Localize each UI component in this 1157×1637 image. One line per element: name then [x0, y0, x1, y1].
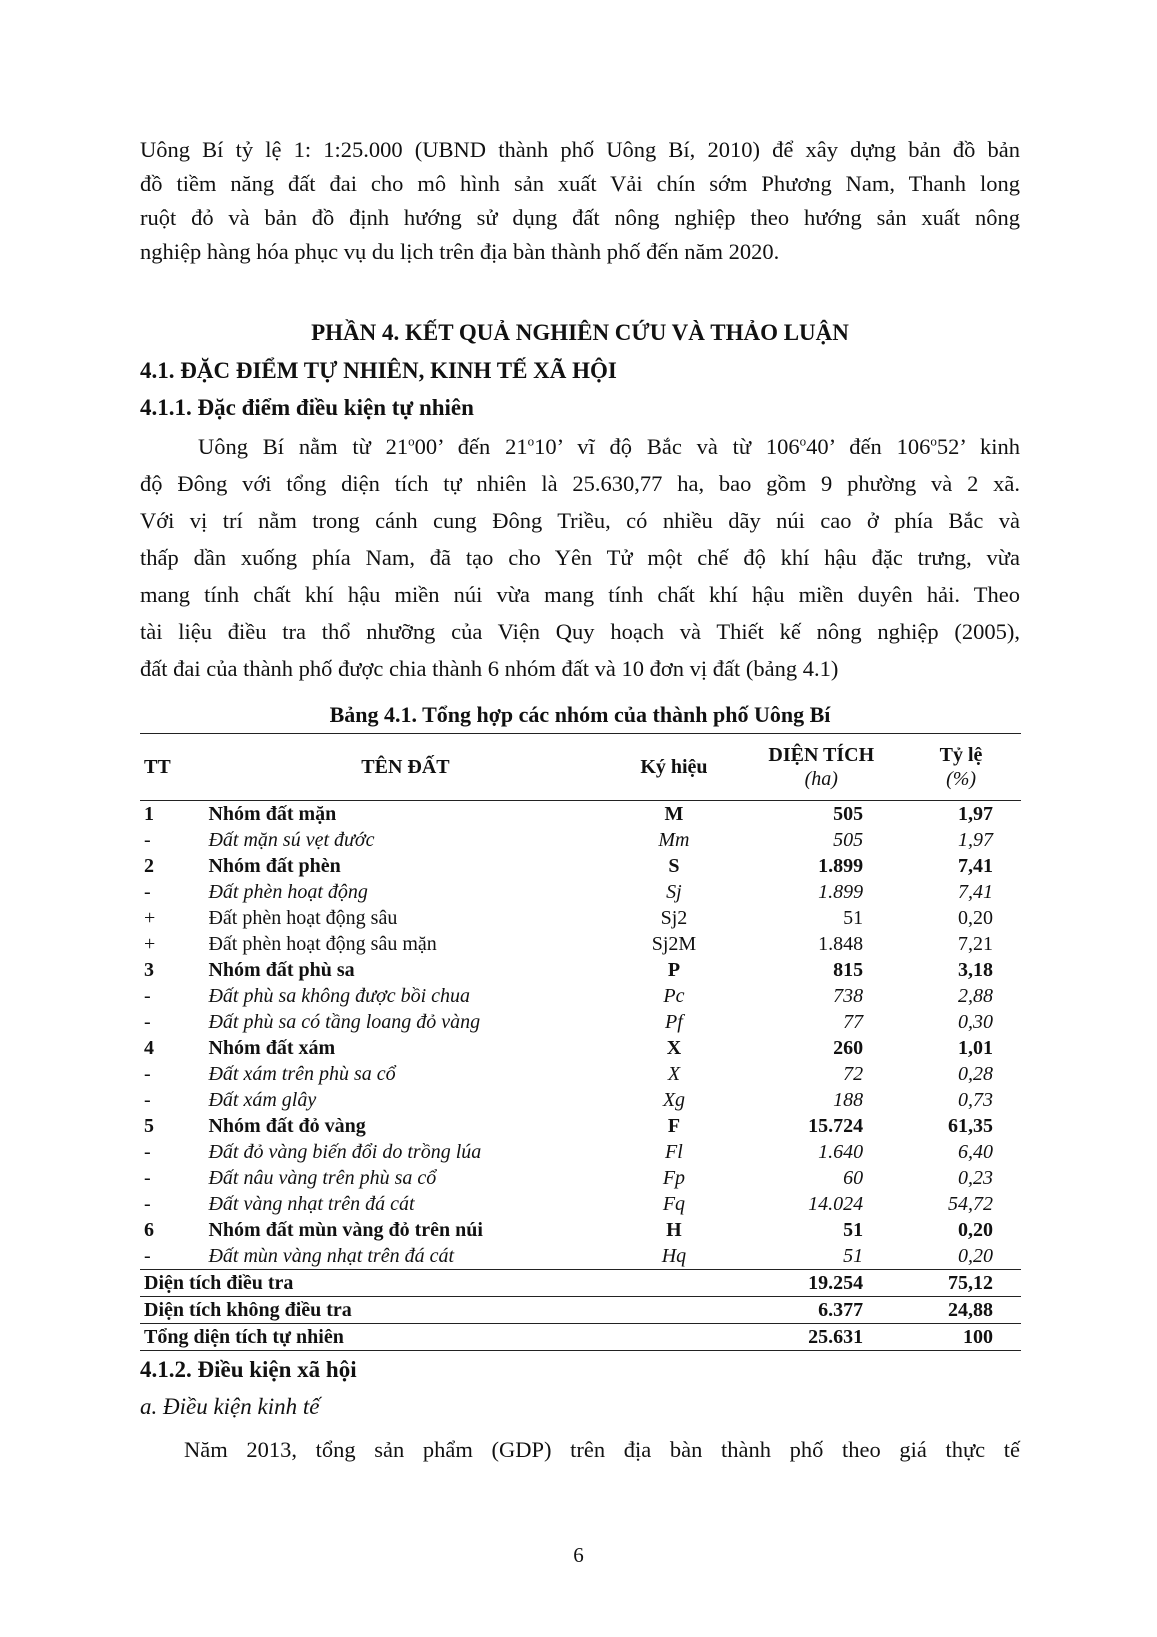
cell-tt: -: [144, 1193, 151, 1215]
cell-pct: 1,97: [958, 803, 993, 825]
text-fragment: 52’ kinh: [936, 434, 1020, 459]
table-row: [140, 1035, 1021, 1061]
header-name: TÊN ĐẤT: [204, 734, 606, 801]
table-row: [140, 1243, 1021, 1270]
header-area: [741, 734, 901, 801]
text-line: Với vị trí nằm trong cánh cung Đông Triều, có nhiều dãy núi cao ở phía Bắc và: [140, 508, 1020, 533]
text-line: ruột đỏ và bản đồ định hướng sử dụng đất nông nghiệp theo hướng sản xuất nông: [140, 205, 1020, 230]
table-row: [140, 827, 1021, 853]
table-row: [140, 1113, 1021, 1139]
cell-tt: 6: [144, 1219, 154, 1241]
cell-tt: -: [144, 829, 151, 851]
cell-tt: 5: [144, 1115, 154, 1137]
intro-paragraph: [140, 133, 1020, 269]
cell-tt: -: [144, 1167, 151, 1189]
header-area-label: DIỆN TÍCH: [768, 744, 875, 766]
cell-area: 505: [833, 829, 864, 851]
cell-area: 77: [843, 1011, 864, 1033]
cell-name: Nhóm đất đỏ vàng: [208, 1115, 366, 1137]
table-row: [140, 957, 1021, 983]
cell-area: 1.899: [818, 881, 864, 903]
text-fragment: 10’ vĩ độ Bắc và từ 106: [534, 434, 800, 459]
cell-area: 51: [843, 1219, 864, 1241]
cell-area: 6.377: [741, 1297, 901, 1324]
cell-symbol: Xg: [662, 1089, 686, 1111]
table-body: [140, 801, 1021, 1351]
cell-pct: 0,30: [958, 1011, 993, 1033]
header-pct-label: Tỷ lệ: [939, 744, 983, 766]
table-row: [140, 853, 1021, 879]
cell-symbol: Hq: [661, 1245, 687, 1267]
cell-pct: 0,20: [958, 907, 993, 929]
cell-pct: 0,23: [958, 1167, 993, 1189]
subsubsection-title: a. Điều kiện kinh tế: [140, 1394, 320, 1419]
cell-total-label: Tổng diện tích tự nhiên: [140, 1324, 741, 1351]
text-fragment: 00’ đến 21: [414, 434, 528, 459]
text-line: thấp dần xuống phía Nam, đã tạo cho Yên Tử một chế độ khí hậu đặc trưng, vừa: [140, 545, 1020, 570]
cell-symbol: P: [667, 959, 681, 981]
header-pct: [901, 734, 1021, 801]
cell-area: 72: [843, 1063, 864, 1085]
text-line: [140, 428, 1020, 465]
cell-name: Nhóm đất xám: [208, 1037, 336, 1059]
cell-name: Đất phù sa có tầng loang đỏ vàng: [208, 1011, 481, 1033]
cell-symbol: Fp: [662, 1167, 686, 1189]
cell-tt: 2: [144, 855, 154, 877]
cell-area: 738: [833, 985, 864, 1007]
cell-area: 14.024: [808, 1193, 864, 1215]
cell-area: 19.254: [741, 1270, 901, 1297]
cell-symbol: Sj: [666, 881, 682, 903]
table-row: [140, 801, 1021, 828]
cell-symbol: Sj2: [660, 907, 688, 929]
cell-pct: 7,41: [958, 855, 993, 877]
text-fragment: 40’ đến 106: [806, 434, 931, 459]
total-row: [140, 1270, 1021, 1297]
cell-symbol: Pf: [665, 1011, 683, 1033]
text-line: độ Đông với tổng diện tích tự nhiên là 25.630,77 ha, bao gồm 9 phường và 2 xã.: [140, 471, 1020, 496]
table-row: [140, 1191, 1021, 1217]
cell-area: 188: [833, 1089, 864, 1111]
cell-name: Đất phèn hoạt động: [208, 881, 368, 903]
table-row: [140, 879, 1021, 905]
table-row: [140, 1009, 1021, 1035]
text-line: mang tính chất khí hậu miền núi vừa mang tính chất khí hậu miền duyên hải. Theo: [140, 582, 1020, 607]
cell-tt: -: [144, 1245, 151, 1267]
cell-tt: 1: [144, 803, 154, 825]
cell-pct: 54,72: [948, 1193, 993, 1215]
cell-pct: 7,21: [958, 933, 993, 955]
table-row: [140, 931, 1021, 957]
cell-name: Đất phù sa không được bồi chua: [208, 985, 471, 1007]
cell-tt: +: [144, 933, 156, 955]
cell-pct: 2,88: [958, 985, 993, 1007]
text-line: Năm 2013, tổng sản phẩm (GDP) trên địa bàn thành phố theo giá thực tế: [184, 1437, 1020, 1462]
cell-total-label: Diện tích điều tra: [140, 1270, 741, 1297]
table-row: [140, 1061, 1021, 1087]
header-area-unit: (ha): [804, 768, 838, 790]
cell-area: 815: [833, 959, 864, 981]
natural-conditions-paragraph: [140, 428, 1020, 687]
cell-pct: 0,20: [958, 1219, 993, 1241]
cell-total-label: Diện tích không điều tra: [140, 1297, 741, 1324]
cell-pct: 1,01: [958, 1037, 993, 1059]
cell-tt: -: [144, 1141, 151, 1163]
cell-pct: 0,20: [958, 1245, 993, 1267]
cell-symbol: M: [664, 803, 684, 825]
cell-tt: -: [144, 881, 151, 903]
cell-name: Đất phèn hoạt động sâu: [208, 907, 398, 929]
cell-name: Đất xám trên phù sa cổ: [208, 1063, 396, 1085]
subsection-title: 4.1.1. Đặc điểm điều kiện tự nhiên: [140, 395, 474, 420]
cell-symbol: Fl: [665, 1141, 683, 1163]
cell-symbol: S: [668, 855, 680, 877]
header-symbol: Ký hiệu: [606, 734, 741, 801]
cell-name: Đất vàng nhạt trên đá cát: [208, 1193, 415, 1215]
text-line: đất đai của thành phố được chia thành 6 nhóm đất và 10 đơn vị đất (bảng 4.1): [140, 656, 839, 681]
text-line: tài liệu điều tra thổ nhưỡng của Viện Quy hoạch và Thiết kế nông nghiệp (2005),: [140, 619, 1020, 644]
header-tt: TT: [140, 734, 204, 801]
cell-name: Nhóm đất phù sa: [208, 959, 355, 981]
table-row: [140, 983, 1021, 1009]
table-caption: Bảng 4.1. Tổng hợp các nhóm của thành phố Uông Bí: [329, 702, 831, 727]
cell-tt: +: [144, 907, 156, 929]
total-row: [140, 1324, 1021, 1351]
cell-pct: 6,40: [958, 1141, 993, 1163]
subsection-title: 4.1.2. Điều kiện xã hội: [140, 1357, 357, 1382]
cell-symbol: X: [667, 1063, 681, 1085]
part-title: PHẦN 4. KẾT QUẢ NGHIÊN CỨU VÀ THẢO LUẬN: [311, 320, 849, 345]
cell-area: 1.640: [818, 1141, 864, 1163]
degree-mark: o: [408, 433, 415, 449]
cell-symbol: Fq: [662, 1193, 686, 1215]
cell-pct: 7,41: [958, 881, 993, 903]
cell-name: Đất nâu vàng trên phù sa cổ: [208, 1167, 437, 1189]
cell-name: Đất đỏ vàng biến đổi do trồng lúa: [208, 1141, 482, 1163]
table-row: [140, 1087, 1021, 1113]
cell-pct: 0,28: [958, 1063, 993, 1085]
cell-name: Đất xám glây: [208, 1089, 317, 1111]
cell-pct: 100: [901, 1324, 1021, 1351]
cell-area: 60: [843, 1167, 864, 1189]
cell-tt: -: [144, 1011, 151, 1033]
text-line: Uông Bí tỷ lệ 1: 1:25.000 (UBND thành phố Uông Bí, 2010) để xây dựng bản đồ bản: [140, 137, 1020, 162]
cell-pct: 61,35: [948, 1115, 993, 1137]
table-row: [140, 1139, 1021, 1165]
cell-tt: 4: [144, 1037, 154, 1059]
cell-symbol: Pc: [663, 985, 685, 1007]
cell-name: Đất mặn sú vẹt đước: [208, 829, 375, 851]
economic-paragraph: [140, 1433, 1020, 1467]
cell-symbol: H: [666, 1219, 682, 1241]
cell-name: Đất phèn hoạt động sâu mặn: [208, 933, 437, 955]
degree-mark: o: [799, 433, 807, 449]
cell-area: 1.848: [818, 933, 864, 955]
text-line: nghiệp hàng hóa phục vụ du lịch trên địa bàn thành phố đến năm 2020.: [140, 239, 780, 264]
cell-tt: -: [144, 1089, 151, 1111]
soil-groups-table: [140, 733, 1021, 1351]
cell-name: Nhóm đất phèn: [208, 855, 341, 877]
cell-pct: 1,97: [958, 829, 993, 851]
cell-symbol: Sj2M: [651, 933, 697, 955]
cell-name: Đất mùn vàng nhạt trên đá cát: [208, 1245, 455, 1267]
cell-tt: 3: [144, 959, 154, 981]
degree-mark: o: [527, 433, 535, 449]
section-title: 4.1. ĐẶC ĐIỂM TỰ NHIÊN, KINH TẾ XÃ HỘI: [140, 358, 617, 383]
total-row: [140, 1297, 1021, 1324]
table-row: [140, 1165, 1021, 1191]
text-fragment: Uông Bí nằm từ 21: [198, 434, 409, 459]
cell-symbol: Mm: [658, 829, 690, 851]
cell-pct: 0,73: [958, 1089, 993, 1111]
cell-pct: 3,18: [958, 959, 993, 981]
table-header-row: [140, 734, 1021, 801]
page-number: 6: [573, 1543, 584, 1567]
cell-area: 51: [843, 1245, 864, 1267]
cell-area: 51: [843, 907, 864, 929]
cell-area: 260: [833, 1037, 864, 1059]
degree-mark: o: [930, 433, 937, 449]
table-row: [140, 905, 1021, 931]
cell-tt: -: [144, 985, 151, 1007]
cell-area: 505: [833, 803, 864, 825]
cell-area: 25.631: [741, 1324, 901, 1351]
cell-symbol: F: [667, 1115, 681, 1137]
cell-symbol: X: [666, 1037, 682, 1059]
cell-area: 1.899: [818, 855, 864, 877]
cell-tt: -: [144, 1063, 151, 1085]
cell-name: Nhóm đất mùn vàng đỏ trên núi: [208, 1219, 483, 1241]
table-row: [140, 1217, 1021, 1243]
header-pct-unit: (%): [946, 768, 977, 790]
text-line: đồ tiềm năng đất đai cho mô hình sản xuất Vải chín sớm Phương Nam, Thanh long: [140, 171, 1020, 196]
cell-area: 15.724: [808, 1115, 864, 1137]
cell-pct: 24,88: [901, 1297, 1021, 1324]
cell-pct: 75,12: [901, 1270, 1021, 1297]
cell-name: Nhóm đất mặn: [208, 803, 337, 825]
